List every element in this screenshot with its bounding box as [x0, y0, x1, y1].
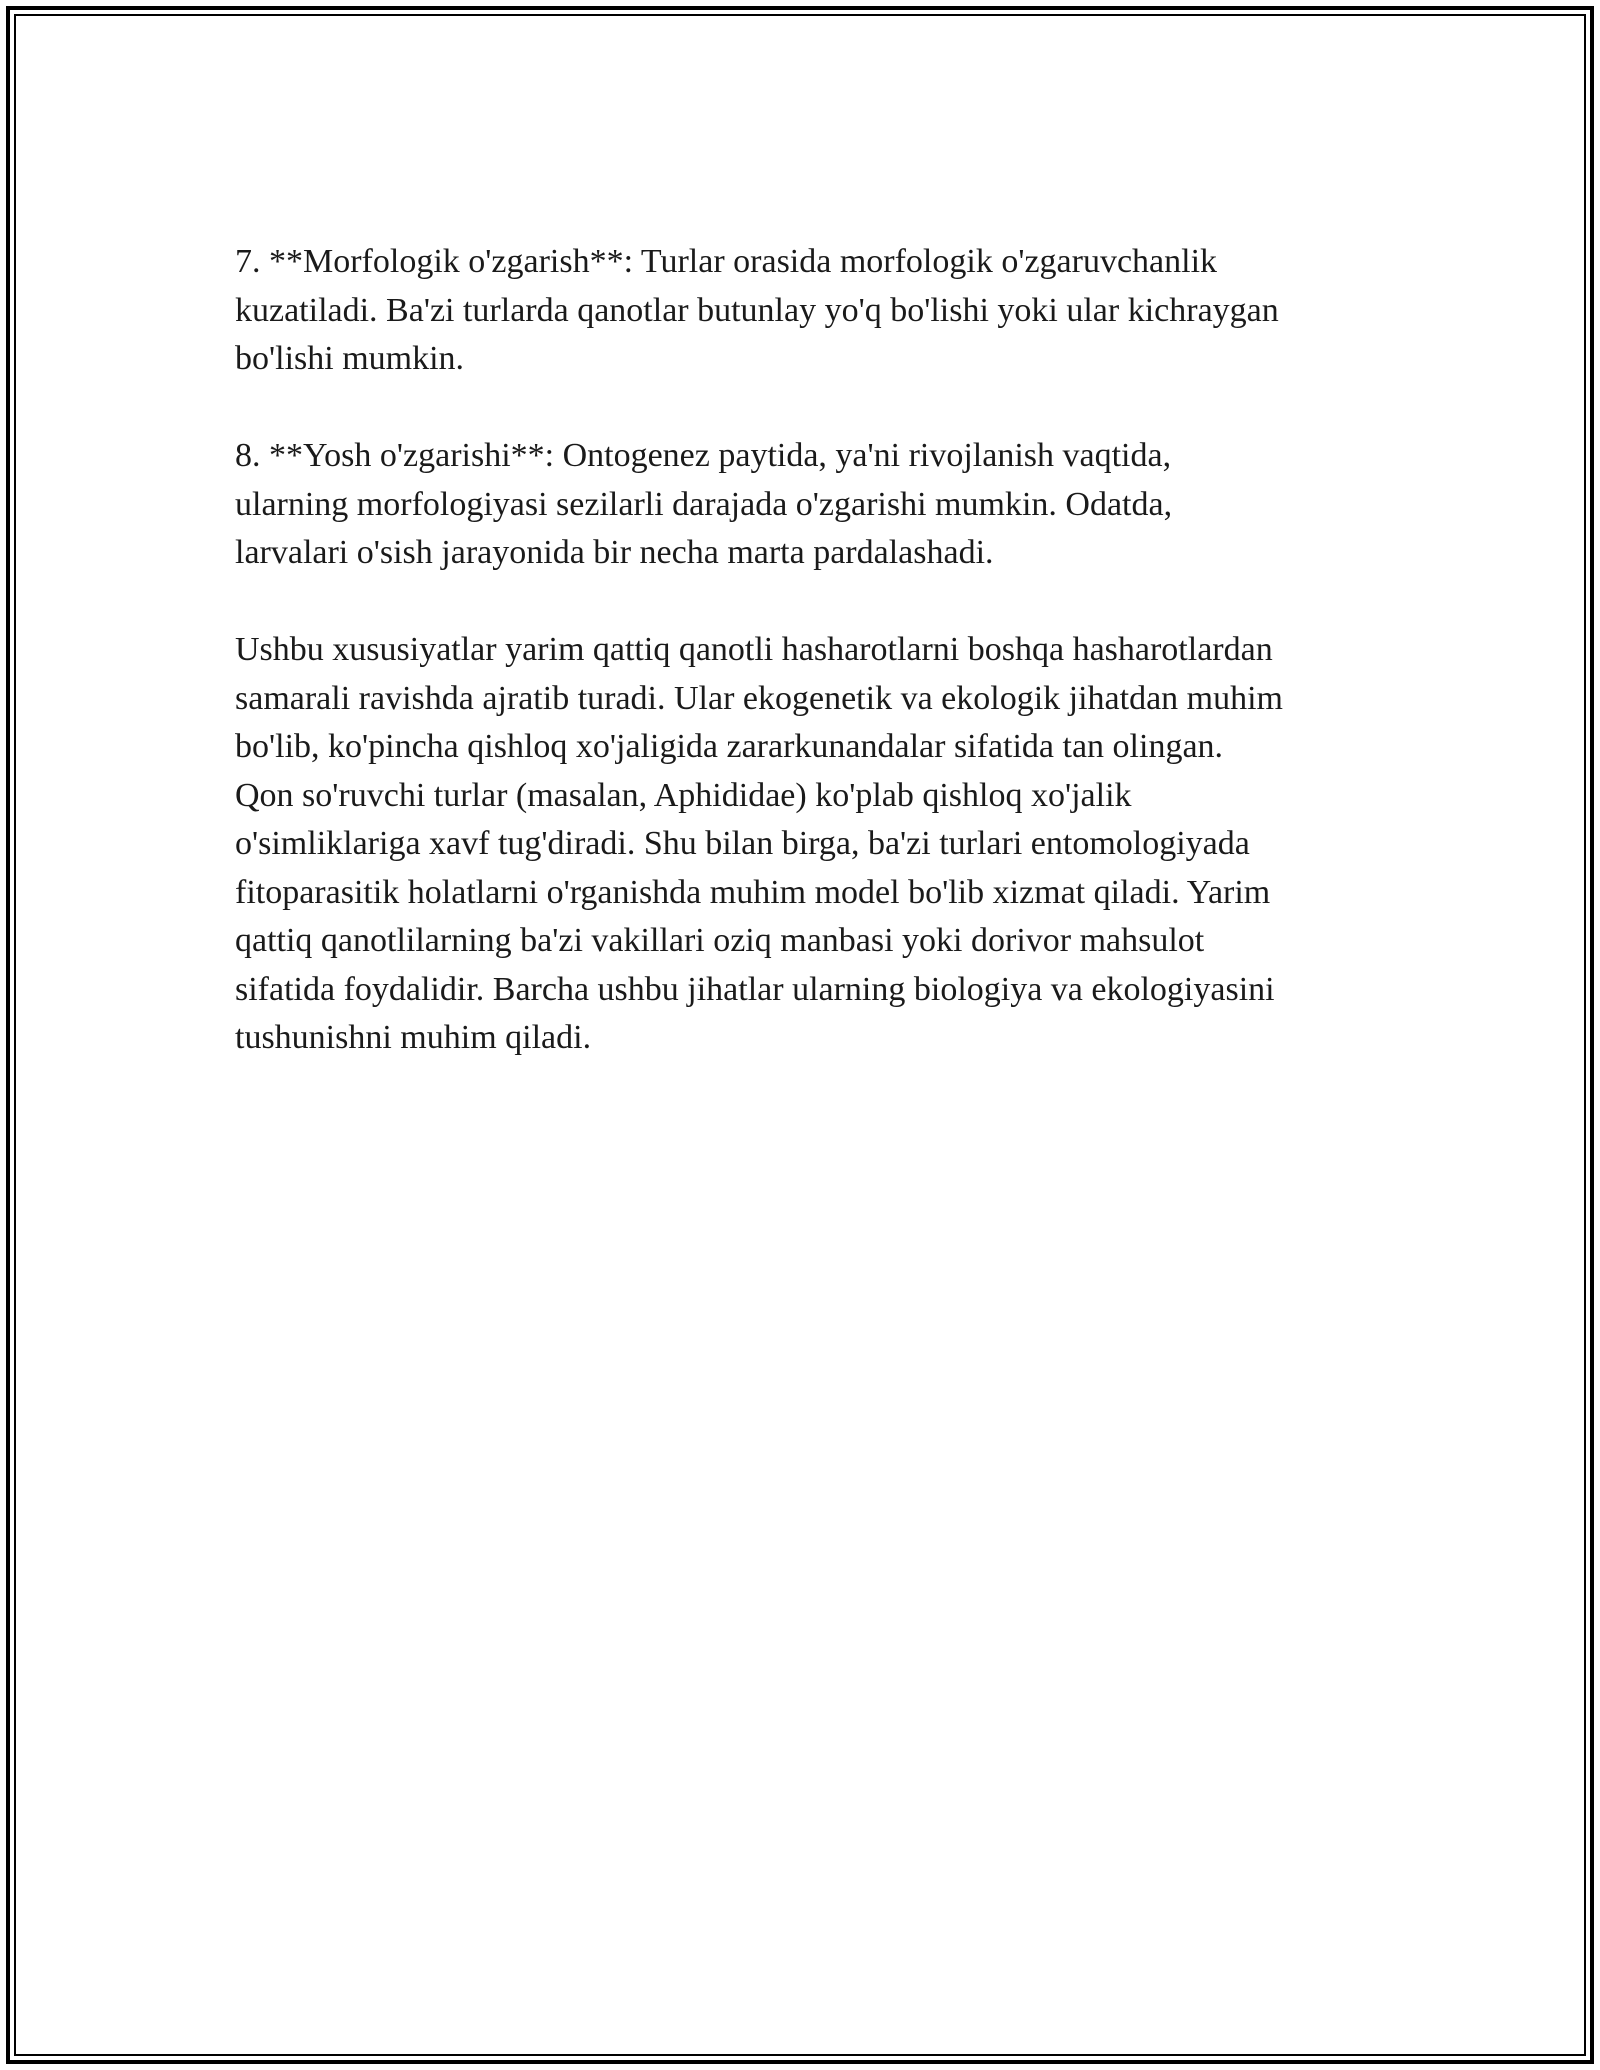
paragraph-age-variation: 8. **Yosh o'zgarishi**: Ontogenez paytida, ya'ni rivojlanish vaqtida, ularning morfologiyasi sezilarli darajada o'zgarishi mumkin. Odatda, larvalari o'sish jarayonida bir necha marta pardalashadi. — [235, 437, 1173, 571]
paragraph-morphological-variation: 7. **Morfologik o'zgarish**: Turlar orasida morfologik o'zgaruvchanlik kuzatiladi. Ba'zi turlarda qanotlar butunlay yo'q bo'lishi yoki ular kichraygan bo'lishi mumkin. — [235, 243, 1279, 377]
paragraph-summary: Ushbu xususiyatlar yarim qattiq qanotli hasharotlarni boshqa hasharotlardan samarali ravishda ajratib turadi. Ular ekogenetik va ekologik jihatdan muhim bo'lib, ko'pincha qishloq xo'jaligida zararkunandalar sifatida tan olingan. Qon so'ruvchi turlar (masalan, Aphididae) ko'plab qishloq xo'jalik o'simliklariga xavf tug'diradi. Shu bilan birga, ba'zi turlari entomologiyada fitoparasitik holatlarni o'rganishda muhim model bo'lib xizmat qiladi. Yarim qattiq qanotlilarning ba'zi vakillari oziq manbasi yoki dorivor mahsulot sifatida foydalidir. Barcha ushbu jihatlar ularning biologiya va ekologiyasini tushunishni muhim qiladi. — [235, 631, 1284, 1056]
document-body — [235, 238, 1375, 1063]
